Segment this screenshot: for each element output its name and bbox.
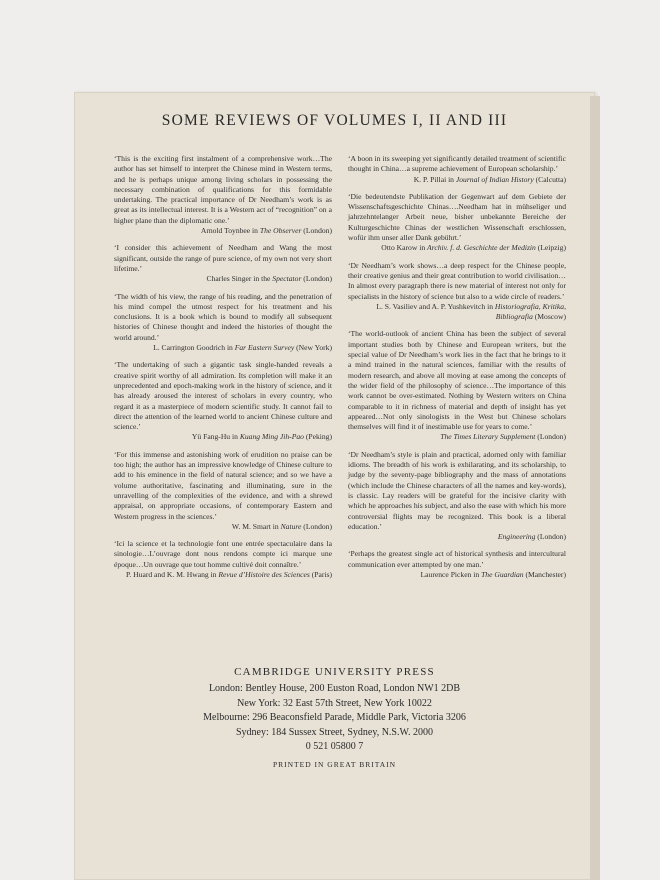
review-quote: ‘The world-outlook of ancient China has been the subject of several important studies both by Chinese and European writers, but the special value of Dr Needham’s work lies in the fact that he brings to it a mind trained in the natural sciences, familiar with the results of modern research, and above all moving at ease among the concepts of the wider field of the philosophy of science…The importance of this work cannot be over-estimated. Nothing by Western writers on China comparable to it in richness of material and depth of insight has yet appeared…Not only sinologists in the West but Chinese scholars themselves will find it of inestimable use for years to come.’ [348, 329, 566, 432]
review-quote: ‘Die bedeutendste Publikation der Gegenwart auf dem Gebiete der Wissenschaftsgeschichte Chinas….Needham hat in mühseliger und jahrzehntelanger Arbeit neue, bisher unbekannte Bereiche der Kulturgeschichte Chinas der westlichen Wissenschaft erschlossen, wofür ihm unser aller Dank gebührt.’ [348, 191, 566, 243]
review-quote: ‘I consider this achievement of Needham and Wang the most significant, outside the range of pure science, of my own not very short lifetime.’ [114, 243, 332, 273]
review-place: (Moscow) [532, 312, 566, 322]
review [348, 192, 566, 254]
review-source: Spectator [272, 274, 302, 284]
review-quote: ‘A boon in its sweeping yet significantly detailed treatment of scientific thought in China…a supreme achievement of European scholarship.’ [348, 154, 566, 174]
review-place: (Peking) [303, 432, 332, 442]
review-author: L. Carrington Goodrich in [153, 343, 235, 353]
review-place: (Leipzig) [535, 243, 566, 253]
review [348, 549, 566, 580]
review-author: K. P. Pillai in [413, 174, 456, 184]
review [114, 539, 332, 580]
review-source: Historiografia, Kritika, Bibliografia [494, 301, 566, 322]
review-quote: ‘Ici la science et la technologie font une entrée spectaculaire dans la sinologie…L’ouvrage dont nous rendons compte ici marque une époque…Un ouvrage que tout homme cultivé doit connaître.’ [114, 539, 332, 569]
review-quote: ‘Perhaps the greatest single act of historical synthesis and intercultural communication ever attempted by one man.’ [348, 549, 566, 569]
review [348, 329, 566, 442]
review [114, 243, 332, 284]
review [114, 154, 332, 236]
review-place: (London) [301, 226, 332, 236]
review-place: (Manchester) [523, 569, 566, 579]
review-quote: ‘Dr Needham’s work shows…a deep respect for the Chinese people, their creative genius and their great contribution to world civilisation…In almost every paragraph there is new material of interest not only for specialists in the history of science but also to a wide circle of readers.’ [348, 260, 566, 301]
review-place: (London) [301, 521, 332, 531]
review-place: (New York) [294, 343, 332, 353]
review-attribution [114, 522, 332, 532]
review-place: (Paris) [309, 569, 332, 579]
review-source: Nature [280, 521, 302, 531]
review-attribution [114, 226, 332, 236]
review [348, 261, 566, 323]
address-sydney: Sydney: 184 Sussex Street, Sydney, N.S.W. 2000 [235, 726, 434, 738]
review-attribution [114, 274, 332, 284]
left-review-column [114, 154, 332, 587]
printed-in: PRINTED IN GREAT BRITAIN [272, 759, 397, 769]
review [114, 450, 332, 532]
review-source: Archiv. f. d. Geschichte der Medizin [427, 243, 536, 253]
review-attribution [114, 432, 332, 442]
review-source: Kuang Ming Jih-Pao [239, 432, 304, 442]
review-place: (London) [301, 274, 332, 284]
review-author: Laurence Picken in [420, 569, 482, 579]
address-london: London: Bentley House, 200 Euston Road, London NW1 2DB [208, 683, 461, 694]
review [114, 292, 332, 354]
review-source: Revue d’Histoire des Sciences [218, 569, 310, 579]
review-author: Otto Karow in [381, 243, 428, 253]
review-author: W. M. Smart in [231, 521, 281, 531]
review-attribution [348, 243, 566, 253]
right-review-column [348, 154, 566, 587]
review-source: The Guardian [481, 569, 524, 579]
review [348, 154, 566, 185]
review-place: (London) [535, 532, 566, 542]
review-source: Journal of Indian History [455, 174, 534, 184]
publisher-imprint [74, 666, 595, 769]
review-source: The Observer [259, 226, 302, 236]
review-place: (Calcutta) [533, 174, 566, 184]
review-attribution [114, 570, 332, 580]
review-author: Arnold Toynbee in [200, 226, 260, 236]
review-source: The Times Literary Supplement [440, 432, 536, 442]
publisher-name: CAMBRIDGE UNIVERSITY PRESS [234, 666, 435, 678]
review-author: Charles Singer in the [206, 274, 273, 284]
review-source: Engineering [497, 532, 536, 542]
review-quote: ‘Dr Needham’s style is plain and practical, adorned only with familiar idioms. The breadth of his work is exhilarating, and its scholarship, to judge by the seventy-page bibliography and the mass of annotations (which include the Chinese characters of all the names and key-words), is classic. Lay readers will be grateful for the incisive clarity with which he approaches his subject, and also the ease with which his more controversial flights may be recognized. This book is a liberal education.’ [348, 449, 566, 531]
review-place: (London) [535, 432, 566, 442]
review-attribution [348, 175, 566, 185]
review-quote: ‘This is the exciting first instalment of a comprehensive work…The author has set himself to interpret the Chinese mind in Western terms, and he is perhaps unique among living scholars in possessing the necessary combination of qualifications for this formidable undertaking. The practical importance of Dr Needham’s work is as great as its intellectual interest. It is a Western act of “recognition” on a higher plane than the diplomatic one.’ [114, 154, 332, 225]
review-author: P. Huard and K. M. Hwang in [126, 569, 219, 579]
address-melbourne: Melbourne: 296 Beaconsfield Parade, Middle Park, Victoria 3206 [203, 712, 466, 723]
review-quote: ‘The width of his view, the range of his reading, and the penetration of his mind compel the utmost respect for his treatment and his conclusions. It is a book which is bound to modify all subsequent histories of Chinese thought and indeed the histories of thought the world around.’ [114, 291, 332, 342]
review-attribution [348, 302, 566, 323]
review-author: Yü Fang-Hu in [191, 432, 240, 442]
address-newyork: New York: 32 East 57th Street, New York 10022 [237, 697, 432, 709]
review-attribution [114, 343, 332, 353]
review-author: L. S. Vasiliev and A. P. Yushkevitch in [376, 301, 495, 311]
review-attribution [348, 432, 566, 442]
page-title: SOME REVIEWS OF VOLUMES I, II AND III [161, 112, 508, 129]
review-quote: ‘The undertaking of such a gigantic task single-handed reveals a creative spirit worthy of all admiration. Its completion will make it an unprecedented and epoch-making work in the history of science, and it has already aroused the interest of scholars in every country, who regard it as a masterpiece of modern scientific study. It cannot fail to direct the attention of the learned world to ancient Chinese culture and science.’ [114, 360, 332, 432]
review-attribution [348, 570, 566, 580]
isbn: 0 521 05800 7 [305, 741, 364, 752]
review-source: Far Eastern Survey [234, 343, 295, 353]
review [348, 450, 566, 543]
review-attribution [348, 532, 566, 542]
review [114, 360, 332, 442]
review-quote: ‘For this immense and astonishing work of erudition no praise can be too high; the author has an impressive knowledge of Chinese culture to add to his eminence in the field of natural science; and so we have a volume authoritative, fascinating and illuminating, sure in the unravelling of the complexities of the evidence, and with a shrewd appraisal, on appropriate occasions, of contemporary Eastern and Western progress in the sciences.’ [114, 449, 332, 521]
